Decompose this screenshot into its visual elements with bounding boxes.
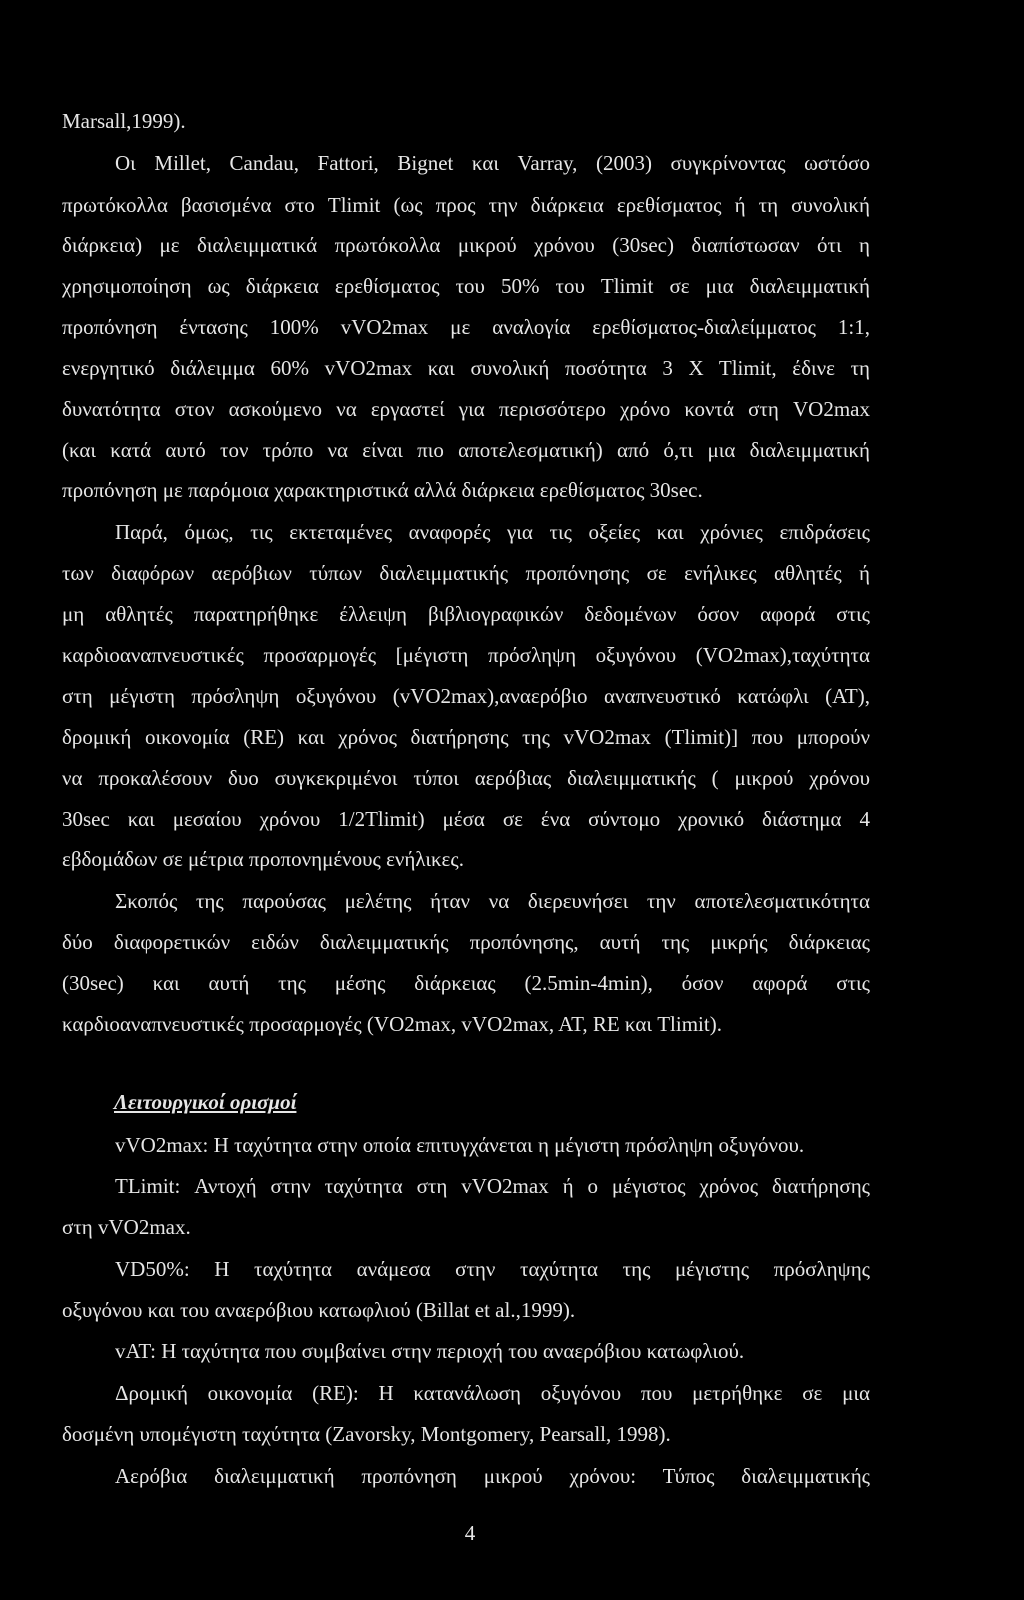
definition-line: TLimit: Αντοχή στην ταχύτητα στη vVO2max ή ο μέγιστος χρόνος διατήρησης <box>115 1174 870 1198</box>
text-line: Παρά, όμως, τις εκτεταμένες αναφορές για τις οξείες και χρόνιες επιδράσεις <box>115 520 870 544</box>
definition-line: vAT: Η ταχύτητα που συμβαίνει στην περιοχή του αναερόβιου κατωφλιού. <box>115 1339 745 1363</box>
text-line: καρδιοαναπνευστικές προσαρμογές [μέγιστη πρόσληψη οξυγόνου (VO2max),ταχύτητα <box>62 643 870 667</box>
text-line: δυνατότητα στον ασκούμενο να εργαστεί για περισσότερο χρόνο κοντά στη VO2max <box>62 397 870 421</box>
definition-line: στη vVO2max. <box>62 1215 191 1239</box>
text-line: καρδιοαναπνευστικές προσαρμογές (VO2max, vVO2max, AT, RE και Tlimit). <box>62 1012 722 1036</box>
text-line: προπόνηση με παρόμοια χαρακτηριστικά αλλά διάρκεια ερεθίσματος 30sec. <box>62 478 703 502</box>
page-number: 4 <box>464 1521 476 1545</box>
definition-line: οξυγόνου και του αναερόβιου κατωφλιού (Billat et al.,1999). <box>62 1298 576 1322</box>
text-line: Οι Millet, Candau, Fattori, Bignet και Varray, (2003) συγκρίνοντας ωστόσο <box>115 151 870 175</box>
text-line: (και κατά αυτό τον τρόπο να είναι πιο αποτελεσματική) από ό,τι μια διαλειμματική <box>62 438 870 462</box>
text-line: ενεργητικό διάλειμμα 60% vVO2max και συνολική ποσότητα 3 X Tlimit, έδινε τη <box>62 356 870 380</box>
text-line: μη αθλητές παρατηρήθηκε έλλειψη βιβλιογραφικών δεδομένων όσον αφορά στις <box>62 602 870 626</box>
text-line: διάρκεια) με διαλειμματικά πρωτόκολλα μικρού χρόνου (30sec) διαπίστωσαν ότι η <box>62 233 870 257</box>
text-line: των διαφόρων αερόβιων τύπων διαλειμματικής προπόνησης σε ενήλικες αθλητές ή <box>62 561 870 585</box>
definition-line: Αερόβια διαλειμματική προπόνηση μικρού χρόνου: Τύπος διαλειμματικής <box>115 1464 870 1488</box>
text-line: δύο διαφορετικών ειδών διαλειμματικής προπόνησης, αυτή της μικρής διάρκειας <box>62 930 870 954</box>
text-line: να προκαλέσουν δυο συγκεκριμένοι τύποι αερόβιας διαλειμματικής ( μικρού χρόνου <box>62 766 870 790</box>
definition-line: vVO2max: Η ταχύτητα στην οποία επιτυγχάνεται η μέγιστη πρόσληψη οξυγόνου. <box>115 1133 805 1157</box>
text-line: Σκοπός της παρούσας μελέτης ήταν να διερευνήσει την αποτελεσματικότητα <box>115 889 870 913</box>
definition-line: VD50%: Η ταχύτητα ανάμεσα στην ταχύτητα της μέγιστης πρόσληψης <box>115 1257 870 1281</box>
text-line: 30sec και μεσαίου χρόνου 1/2Tlimit) μέσα σε ένα σύντομο χρονικό διάστημα 4 <box>62 807 870 831</box>
text-line: πρωτόκολλα βασισμένα στο Tlimit (ως προς την διάρκεια ερεθίσματος ή τη συνολική <box>62 193 870 217</box>
text-line: προπόνηση έντασης 100% vVO2max με αναλογία ερεθίσματος-διαλείμματος 1:1, <box>62 315 870 339</box>
text-line: στη μέγιστη πρόσληψη οξυγόνου (vVO2max),αναερόβιο αναπνευστικό κατώφλι (AT), <box>62 684 870 708</box>
text-line: εβδομάδων σε μέτρια προπονημένους ενήλικες. <box>62 847 464 871</box>
text-line: δρομική οικονομία (RE) και χρόνος διατήρησης της vVO2max (Tlimit)] που μπορούν <box>62 725 870 749</box>
definition-line: Δρομική οικονομία (RE): Η κατανάλωση οξυγόνου που μετρήθηκε σε μια <box>115 1381 870 1405</box>
text-line: χρησιμοποίηση ως διάρκεια ερεθίσματος του 50% του Tlimit σε μια διαλειμματική <box>62 274 870 298</box>
text-line: Marsall,1999). <box>62 109 186 133</box>
text-line: (30sec) και αυτή της μέσης διάρκειας (2.5min-4min), όσον αφορά στις <box>62 971 870 995</box>
section-heading: Λειτουργικοί ορισμοί <box>114 1090 297 1114</box>
definition-line: δοσμένη υπομέγιστη ταχύτητα (Zavorsky, Montgomery, Pearsall, 1998). <box>62 1422 671 1446</box>
